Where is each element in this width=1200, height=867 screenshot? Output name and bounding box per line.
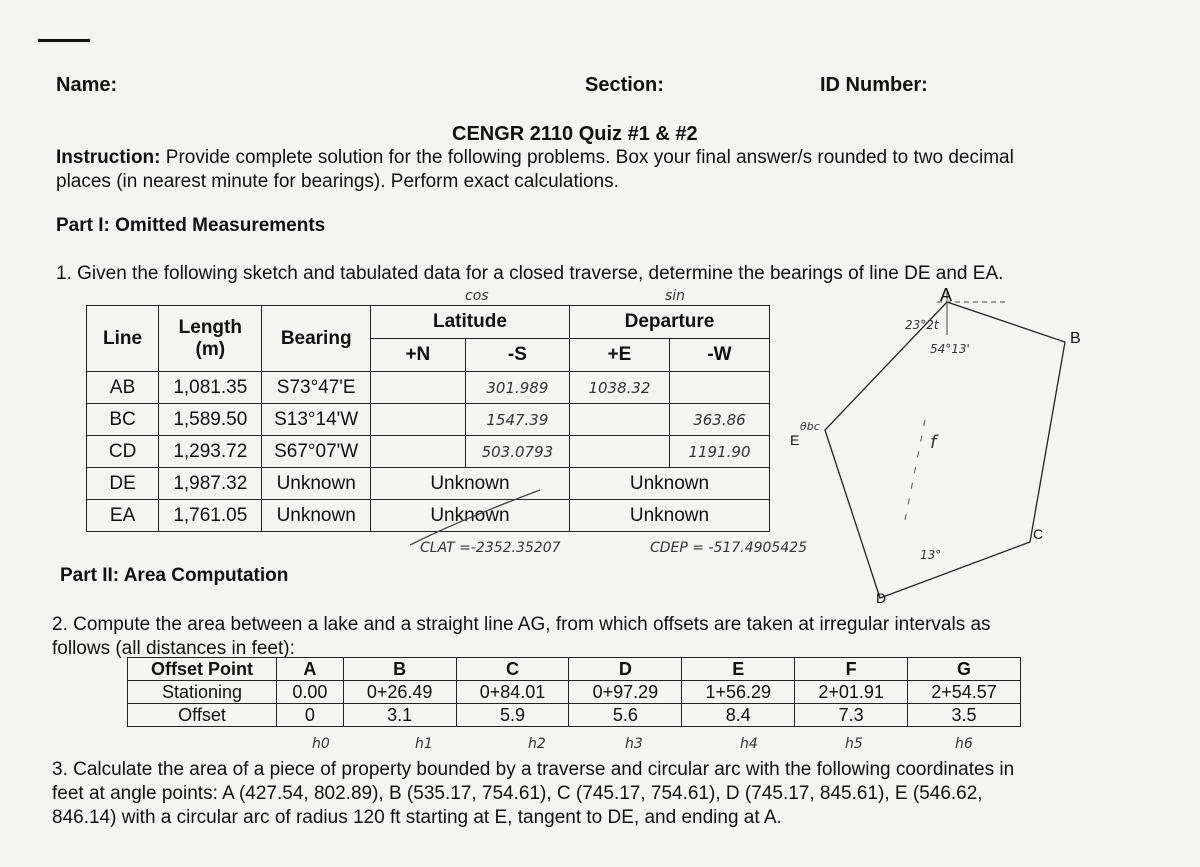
cell-line: EA <box>87 500 159 532</box>
handwritten-h4: h4 <box>740 736 758 752</box>
handwritten-h0: h0 <box>312 736 330 752</box>
handwritten-h6: h6 <box>955 736 973 752</box>
cell-length: 1,761.05 <box>159 500 262 532</box>
stationing-cell: 0.00 <box>277 681 344 704</box>
point-c: C <box>456 658 569 681</box>
table-row <box>128 681 1021 704</box>
cell-departure: Unknown <box>569 468 769 500</box>
table-row <box>87 372 770 404</box>
handwritten-h1: h1 <box>415 736 433 752</box>
cell-s-handwritten: 301.989 <box>465 372 569 404</box>
note-angle-1: 23°2t <box>905 318 939 332</box>
col-latitude: Latitude <box>370 306 569 339</box>
point-e: E <box>682 658 795 681</box>
offset-cell: 3.5 <box>908 704 1021 727</box>
vertex-c: C <box>1033 526 1044 542</box>
part2-heading: Part II: Area Computation <box>60 565 289 586</box>
cell-bearing: S67°07'W <box>262 436 370 468</box>
col-plus-n: +N <box>370 339 465 372</box>
cell-s-handwritten: 503.0793 <box>465 436 569 468</box>
col-length-label: Length <box>178 316 242 338</box>
vertex-a: A <box>940 285 953 305</box>
cell-latitude: Unknown <box>370 468 569 500</box>
cell-n <box>370 372 465 404</box>
part1-heading: Part I: Omitted Measurements <box>56 215 326 236</box>
cell-w-handwritten: 363.86 <box>669 404 769 436</box>
cell-latitude: Unknown <box>370 500 569 532</box>
vertex-b: B <box>1070 330 1081 347</box>
cell-line: AB <box>87 372 159 404</box>
stationing-cell: 0+26.49 <box>343 681 456 704</box>
offset-cell: 5.6 <box>569 704 682 727</box>
quiz-title: CENGR 2110 Quiz #1 & #2 <box>452 123 698 145</box>
row-label-offset-point: Offset Point <box>128 658 277 681</box>
col-length-unit: (m) <box>195 338 226 360</box>
col-plus-e: +E <box>569 339 669 372</box>
scan-mark <box>38 39 90 42</box>
question-2-line-2: follows (all distances in feet): <box>52 638 295 659</box>
offset-cell: 3.1 <box>343 704 456 727</box>
section-label: Section: <box>585 74 664 96</box>
stationing-cell: 0+84.01 <box>456 681 569 704</box>
cell-e <box>569 404 669 436</box>
question-3 <box>52 758 1172 830</box>
col-line: Line <box>87 306 159 372</box>
offset-cell: 8.4 <box>682 704 795 727</box>
question-1: 1. Given the following sketch and tabulated data for a closed traverse, determine the bearings of line DE and EA. <box>56 263 1004 284</box>
offset-cell: 0 <box>277 704 344 727</box>
question-2-line-1: 2. Compute the area between a lake and a straight line AG, from which offsets are taken at irregular intervals as <box>52 614 991 635</box>
stationing-cell: 2+01.91 <box>795 681 908 704</box>
point-g: G <box>908 658 1021 681</box>
handwritten-h2: h2 <box>528 736 546 752</box>
cell-n <box>370 404 465 436</box>
note-angle-2: 54°13' <box>930 342 970 356</box>
question-3-line-3: 846.14) with a circular arc of radius 120 ft starting at E, tangent to DE, and ending at A. <box>52 807 782 828</box>
cell-bearing: Unknown <box>262 500 370 532</box>
cell-w <box>669 372 769 404</box>
point-d: D <box>569 658 682 681</box>
offset-table <box>127 657 1021 727</box>
id-number-label: ID Number: <box>820 74 928 96</box>
name-label: Name: <box>56 74 118 96</box>
cell-length: 1,589.50 <box>159 404 262 436</box>
instruction-label: Instruction: <box>56 147 161 168</box>
handwritten-cdep: CDEP = -517.4905425 <box>650 540 808 556</box>
handwritten-clat: CLAT =-2352.35207 <box>420 540 561 556</box>
row-label-stationing: Stationing <box>128 681 277 704</box>
table-row <box>128 704 1021 727</box>
note-bc: θbc <box>800 420 820 433</box>
instruction <box>56 146 1166 194</box>
col-bearing: Bearing <box>262 306 370 372</box>
table-row <box>87 404 770 436</box>
cell-bearing: S73°47'E <box>262 372 370 404</box>
col-minus-s: -S <box>465 339 569 372</box>
instruction-text: Provide complete solution for the following problems. Box your final answer/s rounded to two decimal <box>160 147 1014 168</box>
col-length <box>159 306 262 372</box>
handwritten-cos: cos <box>465 288 489 304</box>
cell-bearing: Unknown <box>262 468 370 500</box>
cell-bearing: S13°14'W <box>262 404 370 436</box>
cell-length: 1,081.35 <box>159 372 262 404</box>
point-a: A <box>277 658 344 681</box>
instruction-text-2: places (in nearest minute for bearings). Perform exact calculations. <box>56 171 619 192</box>
note-f: f <box>930 432 937 453</box>
cell-length: 1,293.72 <box>159 436 262 468</box>
col-departure: Departure <box>569 306 769 339</box>
point-b: B <box>343 658 456 681</box>
cell-line: CD <box>87 436 159 468</box>
handwritten-h3: h3 <box>625 736 643 752</box>
cell-w-handwritten: 1191.90 <box>669 436 769 468</box>
offset-cell: 7.3 <box>795 704 908 727</box>
cell-e-handwritten: 1038.32 <box>569 372 669 404</box>
vertex-d: D <box>876 590 887 606</box>
handwritten-sin: sin <box>665 288 686 304</box>
handwritten-h5: h5 <box>845 736 863 752</box>
note-angle-3: 13° <box>920 548 942 562</box>
pen-stroke <box>400 460 700 550</box>
col-minus-w: -W <box>669 339 769 372</box>
vertex-e: E <box>790 432 800 448</box>
stationing-cell: 1+56.29 <box>682 681 795 704</box>
cell-line: DE <box>87 468 159 500</box>
offset-cell: 5.9 <box>456 704 569 727</box>
question-3-line-2: feet at angle points: A (427.54, 802.89), B (535.17, 754.61), C (745.17, 754.61), D (745.17, 845.61), E (546.62, <box>52 783 983 804</box>
row-label-offset: Offset <box>128 704 277 727</box>
cell-line: BC <box>87 404 159 436</box>
stationing-cell: 0+97.29 <box>569 681 682 704</box>
point-f: F <box>795 658 908 681</box>
question-3-line-1: 3. Calculate the area of a piece of property bounded by a traverse and circular arc with the following coordinates in <box>52 759 1015 780</box>
cell-s-handwritten: 1547.39 <box>465 404 569 436</box>
question-2 <box>52 613 1162 661</box>
stationing-cell: 2+54.57 <box>908 681 1021 704</box>
cell-departure: Unknown <box>569 500 769 532</box>
cell-length: 1,987.32 <box>159 468 262 500</box>
